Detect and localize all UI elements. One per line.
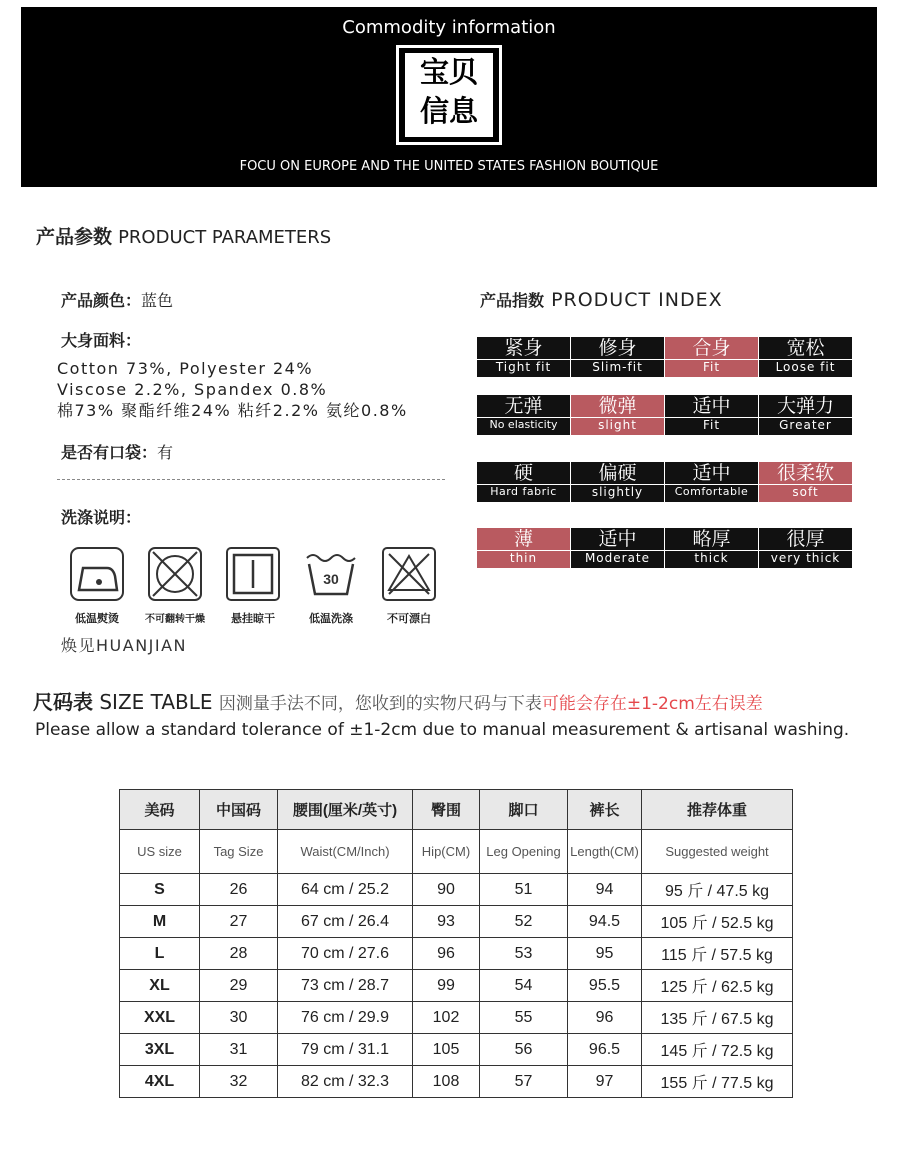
index-cell-selected: 合身 Fit xyxy=(665,337,758,377)
column-header: 腰围(厘米/英寸) xyxy=(278,790,413,830)
pocket-row xyxy=(61,440,173,463)
wash-item-label: 低温洗涤 xyxy=(309,612,353,625)
table-row: XXL 30 76 cm / 29.9 102 55 96 135 斤 / 67.5 kg xyxy=(120,1002,793,1034)
color-label: 产品颜色： xyxy=(61,291,142,310)
column-header: 裤长 xyxy=(568,790,642,830)
table-header-zh xyxy=(120,790,793,830)
fabric-label: 大身面料： xyxy=(61,331,142,350)
wash-item xyxy=(136,546,214,626)
size-title-zh: 尺码表 xyxy=(33,690,93,714)
size-title-en: SIZE TABLE xyxy=(99,690,213,714)
size-note: 因测量手法不同，您收到的实物尺码与下表 xyxy=(218,694,542,714)
index-row-fit xyxy=(477,337,853,377)
index-row-thickness xyxy=(477,528,853,568)
table-row: 3XL 31 79 cm / 31.1 105 56 96.5 145 斤 / 72.5 kg xyxy=(120,1034,793,1066)
fabric-composition xyxy=(57,358,408,421)
wash-item xyxy=(370,546,448,626)
params-title xyxy=(36,222,331,249)
wash-temp-label: 30 xyxy=(323,571,339,587)
column-header: 推荐体重 xyxy=(642,790,793,830)
no-tumble-dry-icon xyxy=(147,546,203,602)
wash-label: 洗涤说明： xyxy=(61,508,142,527)
index-title xyxy=(480,288,723,311)
column-header: 脚口 xyxy=(480,790,568,830)
pocket-label: 是否有口袋： xyxy=(61,443,158,462)
tolerance-note: Please allow a standard tolerance of ±1-2cm due to manual measurement & artisanal washing. xyxy=(35,720,850,740)
wash-item xyxy=(58,546,136,626)
index-title-zh: 产品指数 xyxy=(480,291,545,310)
index-cell: 适中 Comfortable xyxy=(665,462,758,502)
index-cell: 大弹力 Greater xyxy=(759,395,852,435)
column-header: Leg Opening xyxy=(480,830,568,874)
pocket-value: 有 xyxy=(157,443,174,462)
no-bleach-icon xyxy=(381,546,437,602)
banner-title: Commodity information xyxy=(342,17,556,38)
column-header: Tag Size xyxy=(200,830,278,874)
index-cell: 很厚 very thick xyxy=(759,528,852,568)
header-banner xyxy=(21,7,877,187)
size-note-warning: 可能会存在±1-2cm左右误差 xyxy=(541,694,763,714)
brand-name: 焕见HUANJIAN xyxy=(61,636,188,655)
index-row-elasticity xyxy=(477,395,853,435)
wash-item-label: 不可漂白 xyxy=(387,612,431,625)
wash-item-label: 低温熨烫 xyxy=(75,612,119,625)
wash-instructions xyxy=(58,546,448,626)
column-header: Length(CM) xyxy=(568,830,642,874)
table-row: M 27 67 cm / 26.4 93 52 94.5 105 斤 / 52.5 kg xyxy=(120,906,793,938)
index-cell-selected: 薄 thin xyxy=(477,528,570,568)
index-cell: 硬 Hard fabric xyxy=(477,462,570,502)
fabric-line: Viscose 2.2%, Spandex 0.8% xyxy=(57,380,328,399)
index-cell: 紧身 Tight fit xyxy=(477,337,570,377)
divider xyxy=(57,479,445,480)
size-table xyxy=(119,789,793,1098)
iron-low-temp-icon xyxy=(69,546,125,602)
fabric-line: Cotton 73%, Polyester 24% xyxy=(57,359,314,378)
index-cell: 修身 Slim-fit xyxy=(571,337,664,377)
line-dry-icon xyxy=(225,546,281,602)
color-value: 蓝色 xyxy=(141,291,174,310)
table-header-en xyxy=(120,830,793,874)
index-title-en: PRODUCT INDEX xyxy=(551,289,723,311)
table-row: L 28 70 cm / 27.6 96 53 95 115 斤 / 57.5 kg xyxy=(120,938,793,970)
index-cell: 宽松 Loose fit xyxy=(759,337,852,377)
column-header: 美码 xyxy=(120,790,200,830)
column-header: US size xyxy=(120,830,200,874)
index-cell: 偏硬 slightly xyxy=(571,462,664,502)
table-row: XL 29 73 cm / 28.7 99 54 95.5 125 斤 / 62.5 kg xyxy=(120,970,793,1002)
index-cell: 适中 Fit xyxy=(665,395,758,435)
wash-30-icon xyxy=(303,546,359,602)
index-cell: 无弹 No elasticity xyxy=(477,395,570,435)
index-cell-selected: 微弹 slight xyxy=(571,395,664,435)
color-row xyxy=(61,288,173,311)
banner-box-line2: 信息 xyxy=(419,94,478,128)
banner-logo-box xyxy=(396,45,502,145)
index-cell-selected: 很柔软 soft xyxy=(759,462,852,502)
index-cell: 适中 Moderate xyxy=(571,528,664,568)
column-header: Waist(CM/Inch) xyxy=(278,830,413,874)
banner-subtitle: FOCU ON EUROPE AND THE UNITED STATES FASHION BOUTIQUE xyxy=(239,159,659,174)
index-row-softness xyxy=(477,462,853,502)
wash-item xyxy=(214,546,292,626)
table-row: 4XL 32 82 cm / 32.3 108 57 97 155 斤 / 77.5 kg xyxy=(120,1066,793,1098)
column-header: Suggested weight xyxy=(642,830,793,874)
params-title-zh: 产品参数 xyxy=(36,226,113,248)
size-title xyxy=(33,686,763,715)
params-title-en: PRODUCT PARAMETERS xyxy=(118,227,332,248)
table-row: S 26 64 cm / 25.2 90 51 94 95 斤 / 47.5 kg xyxy=(120,874,793,906)
banner-box-line1: 宝贝 xyxy=(419,55,478,89)
fabric-line: 棉73% 聚酯纤维24% 粘纤2.2% 氨纶0.8% xyxy=(57,401,408,420)
column-header: 中国码 xyxy=(200,790,278,830)
index-cell: 略厚 thick xyxy=(665,528,758,568)
wash-item-label: 不可翻转干燥 xyxy=(145,614,205,625)
column-header: 臀围 xyxy=(413,790,480,830)
column-header: Hip(CM) xyxy=(413,830,480,874)
wash-item-label: 悬挂晾干 xyxy=(231,612,275,625)
wash-item xyxy=(292,546,370,626)
